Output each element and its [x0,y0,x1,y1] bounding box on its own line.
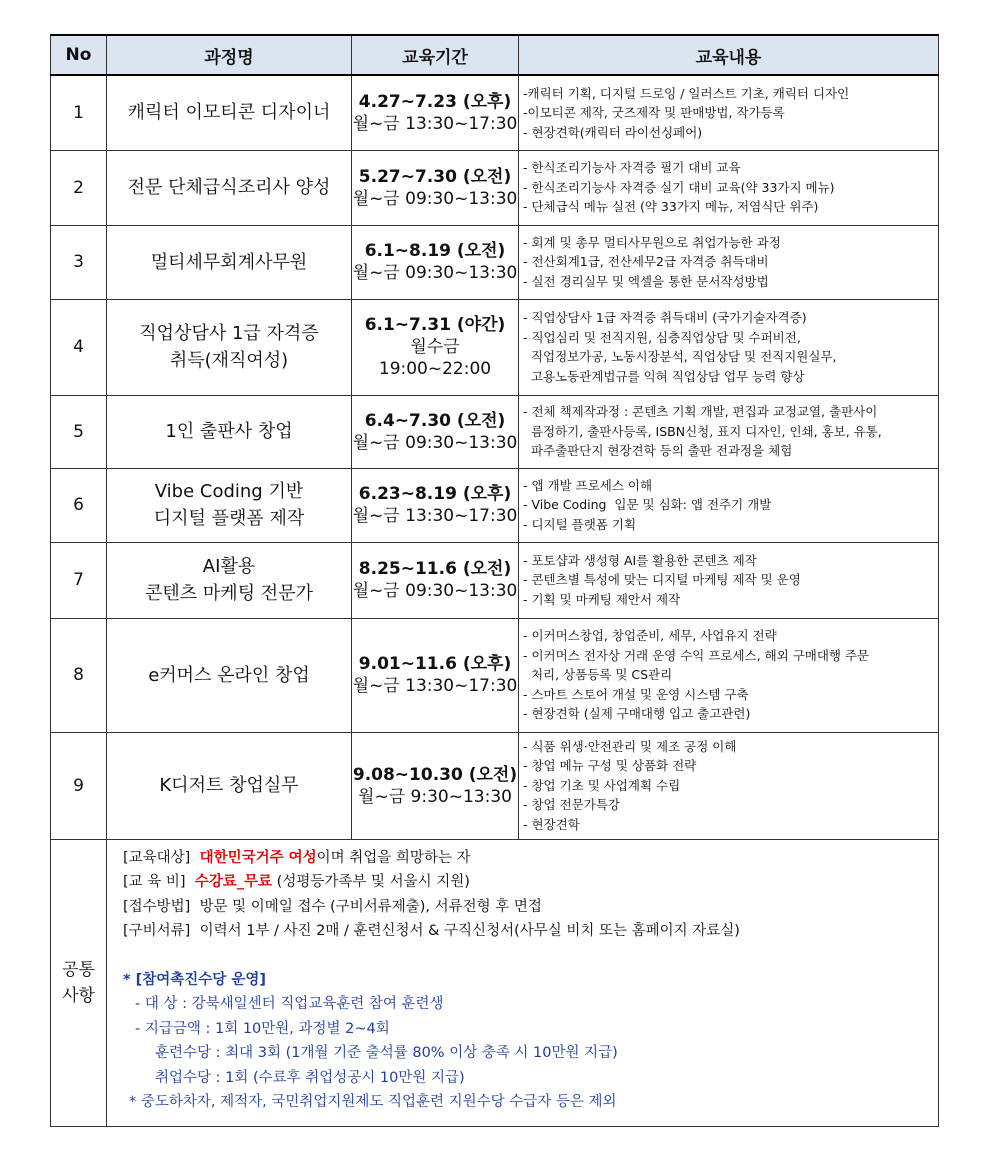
course-row [51,732,939,839]
apply-row [123,895,930,920]
content-line: - 디지털 플랫폼 기획 [523,516,637,532]
content-line: -캐릭터 기획, 디지털 드로잉 / 일러스트 기초, 캐릭터 디자인 [523,85,850,101]
docs-key: [구비서류] [123,923,191,939]
course-title [107,299,352,395]
content-line: - 현장견학 (실제 구매대행 입고 출고관련) [523,706,751,722]
course-title [107,225,352,299]
header-content: 교육내용 [519,35,939,75]
course-content [519,618,939,732]
allowance-target: - 대 상 : 강북새일센터 직업교육훈련 참여 훈련생 [135,996,444,1012]
content-line: - 현장견학(캐릭터 라이선싱페어) [523,124,703,140]
course-content [519,542,939,618]
content-line: - 식품 위생·안전관리 및 제조 공정 이해 [523,738,737,754]
content-line: - 실전 경리실무 및 엑셀을 통한 문서작성방법 [523,273,769,289]
header-row [51,35,939,75]
course-period [352,542,519,618]
course-title-line: K디저트 창업실무 [159,775,299,796]
course-period [352,225,519,299]
course-row [51,542,939,618]
course-dates: 6.1~7.31 (야간) [364,315,506,335]
content-line: - 단체급식 메뉴 실전 (약 33가지 메뉴, 저염식단 위주) [523,199,819,215]
course-dates: 6.23~8.19 (오후) [358,484,512,504]
course-title [107,732,352,839]
course-title-line: 멀티세무회계사무원 [150,251,308,273]
course-content [519,299,939,395]
content-line: - 기획 및 마케팅 제안서 제작 [523,591,681,607]
course-title [107,542,352,618]
docs-row [123,919,930,944]
course-no: 8 [51,618,107,732]
header-course-name: 과정명 [107,35,352,75]
content-line: 름정하기, 출판사등록, ISBN신청, 표지 디자인, 인쇄, 홍보, 유통, [523,423,882,439]
content-line: - 이커머스 전자상 거래 운영 수익 프로세스, 해외 구매대행 주문 [523,647,870,663]
course-dates: 6.1~8.19 (오전) [364,241,506,261]
course-title-line: 콘텐츠 마케팅 전문가 [145,583,313,604]
course-title-line: 1인 출판사 창업 [165,421,293,442]
apply-key: [접수방법] [123,898,191,915]
header-no: No [51,35,107,75]
course-row [51,468,939,542]
content-line: - 전체 책제작과정 : 콘텐츠 기획 개발, 편집과 교정교열, 출판사이 [523,404,878,420]
content-line: - 직업심리 및 전직지원, 심층직업상담 및 수퍼비전, [523,329,801,345]
content-line: -이모티콘 제작, 굿즈제작 및 판매방법, 작가등록 [523,105,785,120]
course-title-line: 캐릭터 이모티콘 디자이너 [127,102,331,124]
course-row [51,75,939,150]
fee-key: [교 육 비] [123,874,186,890]
content-line: - 스마트 스토어 개설 및 운영 시스템 구축 [523,686,749,702]
course-title-line: 전문 단체급식조리사 양성 [127,177,331,198]
course-schedule: 월~금 13:30~17:30 [352,506,518,526]
course-content [519,395,939,468]
course-table [50,34,939,1127]
common-label-line: 공통 [62,959,95,980]
content-line: - 한식조리기능사 자격증 필기 대비 교육 [523,160,741,176]
course-row [51,395,939,468]
content-line: 고용노동관계법규를 익혀 직업상담 업무 능력 향상 [523,368,805,384]
course-dates: 6.4~7.30 (오전) [364,410,506,431]
course-title [107,75,352,150]
course-dates: 5.27~7.30 (오전) [358,166,512,187]
content-line: 파주출판단지 현장견학 등의 출판 전과정을 체험 [523,443,793,459]
content-line: - 창업 기초 및 사업계획 수립 [523,777,681,793]
course-title [107,618,352,732]
course-schedule: 월~금 9:30~13:30 [358,786,512,807]
course-title-line: e커머스 온라인 창업 [148,664,310,686]
docs-text: 이력서 1부 / 사진 2매 / 훈련신청서 & 구직신청서(사무실 비치 또는 홈페이지 자료실) [199,923,740,939]
fee-row [123,870,930,895]
course-period [352,468,519,542]
course-schedule: 월~금 09:30~13:30 [352,432,518,453]
course-period [352,618,519,732]
course-no: 5 [51,395,107,468]
course-no: 7 [51,542,107,618]
course-period [352,299,519,395]
course-period [352,732,519,839]
content-line: - 현장견학 [523,816,580,832]
fee-highlight: 수강료_무료 [194,874,273,890]
course-no: 9 [51,732,107,839]
content-line: - 포토샵과 생성형 AI를 활용한 콘텐츠 제작 [523,552,757,568]
content-line: - 회계 및 총무 멀티사무원으로 취업가능한 과정 [523,234,781,250]
course-content [519,225,939,299]
course-no: 6 [51,468,107,542]
content-line: - 한식조리기능사 자격증 실기 대비 교육(약 33가지 메뉴) [523,179,835,195]
course-title [107,395,352,468]
course-period [352,75,519,150]
content-line: 처리, 상품등록 및 CS관리 [523,667,673,683]
course-title-line: Vibe Coding 기반 [154,481,304,502]
course-content [519,150,939,225]
content-line: 직업정보가공, 노동시장분석, 직업상담 및 전직지원실무, [523,349,837,364]
content-line: - 창업 전문가특강 [523,797,620,813]
course-dates: 9.08~10.30 (오전) [352,764,518,785]
course-no: 3 [51,225,107,299]
common-info [107,839,939,1126]
header-period: 교육기간 [352,35,519,75]
content-line: - 직업상담사 1급 자격증 취득대비 (국가기술자격증) [523,310,807,325]
content-line: - 전산회계1급, 전산세무2급 자격증 취득대비 [523,254,769,270]
course-period [352,150,519,225]
course-title-line: 직업상담사 1급 자격증 [139,323,319,344]
course-dates: 4.27~7.23 (오후) [358,91,512,112]
course-no: 4 [51,299,107,395]
course-title [107,150,352,225]
course-schedule: 19:00~22:00 [378,359,492,379]
apply-text: 방문 및 이메일 접수 (구비서류제출), 서류전형 후 면접 [199,898,542,915]
common-label [51,839,107,1126]
course-schedule: 월수금 [410,337,460,357]
allowance-amount: - 지급금액 : 1회 10만원, 과정별 2~4회 [135,1020,390,1037]
course-row [51,618,939,732]
course-title-line: 디지털 플랫폼 제작 [153,508,305,529]
course-content [519,732,939,839]
course-row [51,225,939,299]
course-row [51,150,939,225]
target-key: [교육대상] [123,849,191,866]
spacer [123,944,930,968]
course-content [519,75,939,150]
allowance-heading: * [참여촉진수당 운영] [123,971,266,988]
course-no: 2 [51,150,107,225]
allowance-employment: 취업수당 : 1회 (수료후 취업성공시 10만원 지급) [155,1069,465,1086]
course-no: 1 [51,75,107,150]
course-content [519,468,939,542]
course-schedule: 월~금 09:30~13:30 [352,188,518,209]
course-schedule: 월~금 13:30~17:30 [352,113,518,134]
course-schedule: 월~금 09:30~13:30 [352,263,518,283]
content-line: - 콘텐츠별 특성에 맞는 디지털 마케팅 제작 및 운영 [523,572,801,588]
course-title-line: AI활용 [202,556,256,577]
common-row [51,839,939,1126]
content-line: - 이커머스창업, 창업준비, 세무, 사업유지 전략 [523,628,777,644]
target-rest: 이며 취업을 희망하는 자 [316,849,471,866]
course-title [107,468,352,542]
course-row [51,299,939,395]
content-line: - 앱 개발 프로세스 이해 [523,477,653,493]
common-label-line: 사항 [62,985,95,1006]
course-title-line: 취득(재직여성) [169,350,289,371]
content-line: - 창업 메뉴 구성 및 상품화 전략 [523,758,697,774]
course-period [352,395,519,468]
allowance-note: * 중도하차자, 제적자, 국민취업지원제도 직업훈련 지원수당 수급자 등은 제외 [129,1094,617,1110]
course-rows [51,75,939,839]
content-line: - Vibe Coding 입문 및 심화: 앱 전주기 개발 [523,497,772,513]
fee-rest: (성평등가족부 및 서울시 지원) [272,874,470,890]
course-dates: 8.25~11.6 (오전) [358,559,512,579]
target-highlight: 대한민국거주 여성 [199,849,317,866]
target-row [123,846,930,871]
allowance-training: 훈련수당 : 최대 3회 (1개월 기준 출석률 80% 이상 충족 시 10만원 지급) [155,1045,618,1061]
course-schedule: 월~금 09:30~13:30 [352,581,518,601]
course-schedule: 월~금 13:30~17:30 [352,676,518,696]
course-dates: 9.01~11.6 (오후) [358,654,512,674]
